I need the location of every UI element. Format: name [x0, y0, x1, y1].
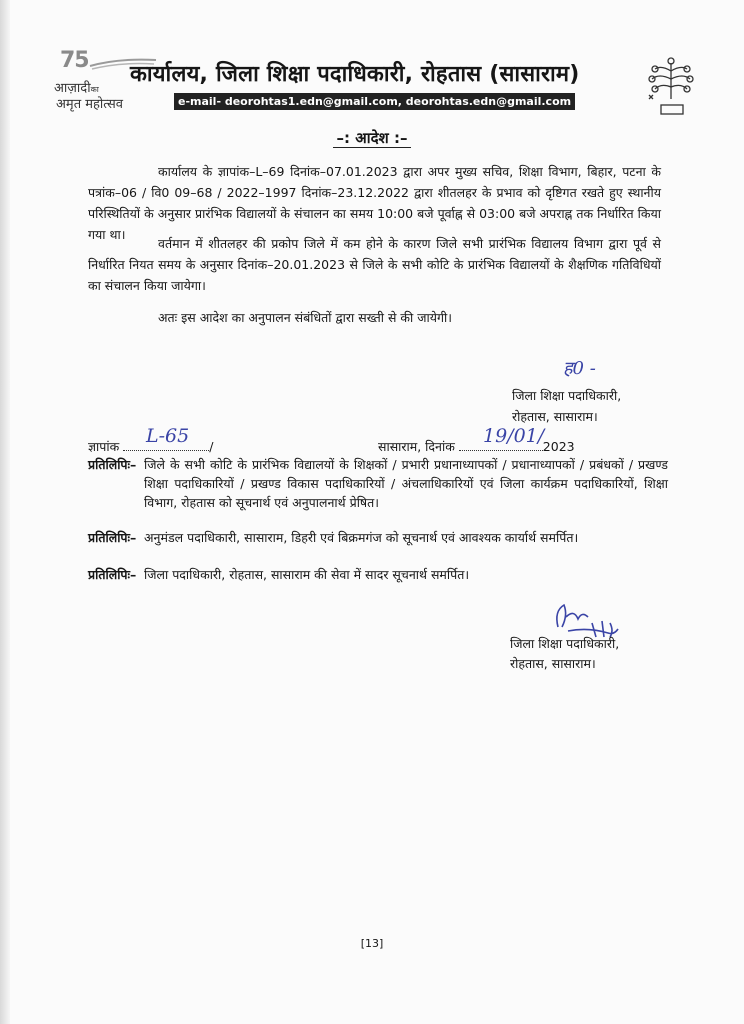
memo-date-row	[378, 436, 575, 455]
copy-label: प्रतिलिपिः–	[88, 567, 137, 582]
logo-text-amrit: अमृत महोत्सव	[56, 97, 124, 112]
email-bar: e-mail- deorohtas1.edn@gmail.com, deorohtas.edn@gmail.com	[174, 93, 575, 110]
office-title: कार्यालय, जिला शिक्षा पदाधिकारी, रोहतास (सासाराम)	[130, 62, 580, 87]
logo-number: 75	[60, 48, 89, 73]
signatory-block	[512, 385, 621, 427]
memo-slash: /	[209, 439, 214, 454]
signature-mark: ह0 -	[563, 358, 596, 379]
copy-entry-3	[88, 565, 668, 584]
copy-text: जिला पदाधिकारी, रोहतास, सासाराम की सेवा में सादर सूचनार्थ समर्पित।	[144, 567, 470, 582]
memo-number-handwritten: L-65	[146, 425, 190, 447]
copy-label: प्रतिलिपिः–	[88, 530, 137, 545]
page-number: [13]	[360, 937, 384, 950]
signatory-title: जिला शिक्षा पदाधिकारी,	[510, 636, 620, 651]
logo-text-azadi: आज़ादीका	[54, 81, 99, 96]
paragraph-3: अतः इस आदेश का अनुपालन संबंधितों द्वारा सख्ती से की जायेगी।	[158, 310, 453, 325]
order-title: –: आदेश :–	[0, 128, 744, 148]
memo-date-handwritten: 19/01/	[483, 425, 545, 447]
memo-place-date-label: सासाराम, दिनांक	[378, 439, 455, 454]
copy-label: प्रतिलिपिः–	[88, 457, 137, 472]
memo-label: ज्ञापांक	[88, 439, 120, 454]
copy-text: अनुमंडल पदाधिकारी, सासाराम, डिहरी एवं बिक्रमगंज को सूचनार्थ एवं आवश्यक कार्यार्थ समर्पित।	[144, 530, 579, 545]
memo-year: 2023	[542, 439, 575, 454]
paragraph-2: वर्तमान में शीतलहर की प्रकोप जिले में कम होने के कारण जिले सभी प्रारंभिक विद्यालय विभाग द्वारा पूर्व से निर्धारित नियत समय के अनुसार दिनांक–20.01.2023 से जिले के सभी कोटि के प्रारंभिक विद्यालयों के शैक्षणिक गतिविधियों का संचालन किया जायेगा।	[88, 236, 661, 293]
paragraph-1: कार्यालय के ज्ञापांक–L–69 दिनांक–07.01.2023 द्वारा अपर मुख्य सचिव, शिक्षा विभाग, बिहार, पटना के पत्रांक–06 / वि0 09–68 / 2022–1997 दिनांक–23.12.2022 द्वारा शीतलहर के प्रभाव को दृष्टिगत रखते हुए स्थानीय परिस्थितियों के अनुसार प्रारंभिक विद्यालयों के संचालन का समय 10:00 बजे पूर्वाह्न से 03:00 बजे अपराह्न तक निर्धारित किया गया था।	[88, 164, 661, 242]
signatory-title: जिला शिक्षा पदाधिकारी,	[512, 388, 622, 403]
scan-edge	[0, 0, 10, 1024]
bihar-emblem-icon	[645, 55, 697, 119]
signatory-location: रोहतास, सासाराम।	[510, 656, 596, 671]
copy-entry-1	[88, 455, 668, 512]
signatory-block-2	[510, 634, 619, 674]
copy-entry-2	[88, 528, 668, 547]
signatory-location: रोहतास, सासाराम।	[512, 409, 598, 424]
copy-text: जिले के सभी कोटि के प्रारंभिक विद्यालयों के शिक्षकों / प्रभारी प्रधानाध्यापकों / प्रधानाध्यापकों / प्रबंधकों / प्रखण्ड शिक्षा पदाधिकारियों / प्रखण्ड विकास पदाधिकारियों / अंचलाधिकारियों एवं जिला कार्यक्रम पदाधिकारियों, शिक्षा विभाग, रोहतास को सूचनार्थ एवं अनुपालनार्थ प्रेषित।	[144, 457, 668, 510]
